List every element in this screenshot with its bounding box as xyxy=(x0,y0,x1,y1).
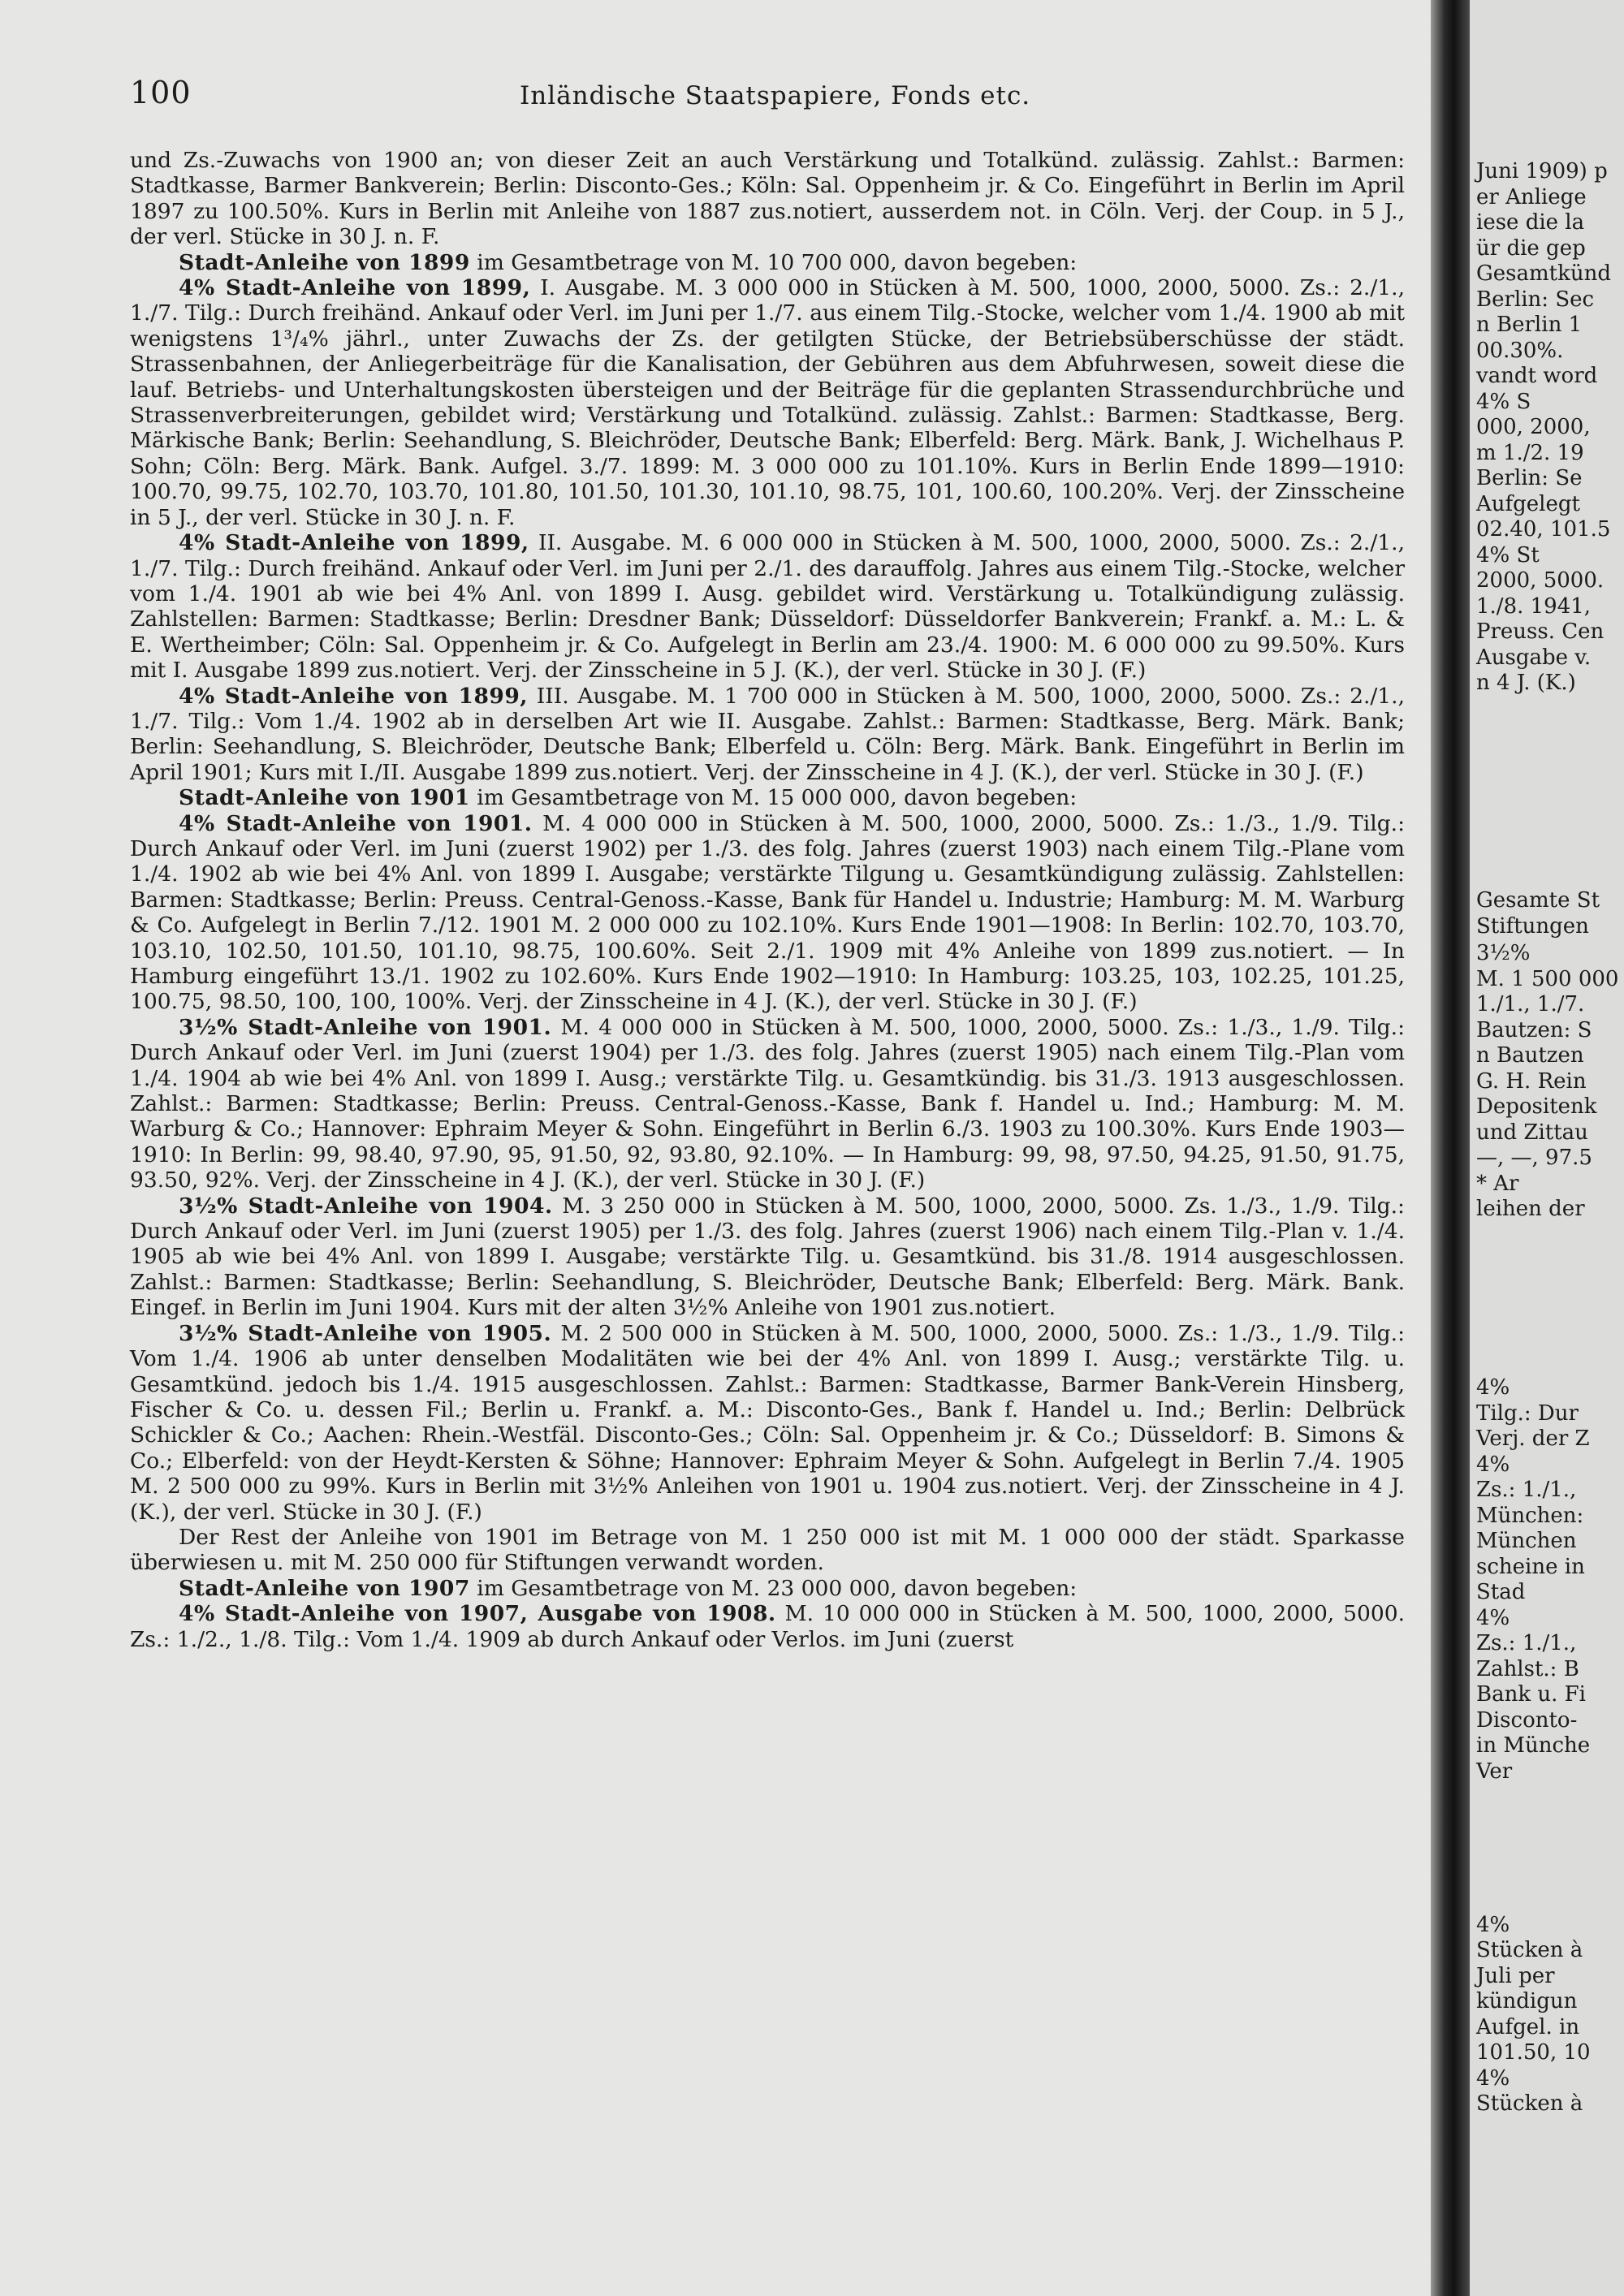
facing-page-line: 4% xyxy=(1476,2066,1510,2091)
entry-text: II. Ausgabe. M. 6 000 000 in Stücken à M. 500, 1000, 2000, 5000. Zs.: 2./1., 1./7. Tilg.: Durch freihänd. Ankauf oder Verl. im Juni per 2./1. des darauffolg. Jahres aus einem Tilg.-Stocke, welcher vom 1./4. 1901 ab wie bei 4% Anl. von 1899 I. Ausg. gebildet wird. Verstärkung u. Totalkündigung zulässig. Zahlstellen: Barmen: Stadtkasse; Berlin: Dresdner Bank; Düsseldorf: Düsseldorfer Bankverein; Frankf. a. M.: L. & E. Wertheimber; Cöln: Sal. Oppenheim jr. & Co. Aufgelegt in Berlin am 23./4. 1900: M. 6 000 000 zu 99.50%. Kurs mit I. Ausgabe 1899 zus.notiert. Verj. der Zinsscheine in 5 J. (K.), der verl. Stücke in 30 J. (F.) xyxy=(130,530,1405,684)
paragraph xyxy=(130,250,1405,275)
paragraph xyxy=(130,1015,1405,1193)
entry-heading: Stadt-Anleihe von 1907 xyxy=(179,1575,470,1601)
entry-text: III. Ausgabe. M. 1 700 000 in Stücken à M. 500, 1000, 2000, 5000. Zs.: 2./1., 1./7. Tilg.: Vom 1./4. 1902 ab in derselben Art wie II. Ausgabe. Zahlst.: Barmen: Stadtkasse, Berg. Märk. Bank; Berlin: Seehandlung, S. Bleichröder, Deutsche Bank; Elberfeld u. Cöln: Berg. Märk. Bank. Eingeführt in Berlin im April 1901; Kurs mit I./II. Ausgabe 1899 zus.notiert. Verj. der Zinsscheine in 4 J. (K.), der verl. Stücke in 30 J. (F.) xyxy=(130,683,1405,785)
entry-heading: 3½% Stadt-Anleihe von 1901. xyxy=(179,1014,552,1040)
facing-page-line: und Zittau xyxy=(1476,1120,1588,1145)
page-header xyxy=(130,75,1413,123)
facing-page-line: scheine in xyxy=(1476,1555,1585,1579)
facing-page-line: Berlin: Se xyxy=(1476,466,1583,490)
paragraph xyxy=(130,1601,1405,1652)
entry-text: M. 2 500 000 in Stücken à M. 500, 1000, 2000, 5000. Zs.: 1./3., 1./9. Tilg.: Vom 1./4. 1906 ab unter denselben Modalitäten wie bei der 4% Anl. von 1899 I. Ausg.; verstärkte Tilg. u. Gesamtkünd. jedoch bis 1./4. 1915 ausgeschlossen. Zahlst.: Barmen: Stadtkasse, Barmer Bank-Verein Hinsberg, Fischer & Co. u. dessen Fil.; Berlin u. Frankf. a. M.: Disconto-Ges., Bank f. Handel u. Ind.; Berlin: Delbrück Schickler & Co.; Aachen: Rhein.-Westfäl. Disconto-Ges.; Cöln: Sal. Oppenheim jr. & Co.; Düsseldorf: B. Simons & Co.; Elberfeld: von der Heydt-Kersten & Söhne; Hannover: Ephraim Meyer & Sohn. Aufgelegt in Berlin 7./4. 1905 M. 2 500 000 zu 99%. Kurs in Berlin mit 3½% Anleihen von 1901 u. 1904 zus.notiert. Verj. der Zinsscheine in 4 J. (K.), der verl. Stücke in 30 J. (F.) xyxy=(130,1320,1405,1525)
facing-page-line: Aufgelegt xyxy=(1476,492,1580,516)
entry-text: M. 4 000 000 in Stücken à M. 500, 1000, 2000, 5000. Zs.: 1./3., 1./9. Tilg.: Durch Ankauf oder Verl. im Juni (zuerst 1904) per 1./3. des folg. Jahres (zuerst 1905) nach einem Tilg.-Plan vom 1./4. 1904 ab wie bei 4% Anl. von 1899 I. Ausg.; verstärkte Tilg. u. Gesamtkündig. bis 31./3. 1913 ausgeschlossen. Zahlst.: Barmen: Stadtkasse; Berlin: Preuss. Central-Genoss.-Kasse, Bank f. Handel u. Ind.; Hamburg: M. M. Warburg & Co.; Hannover: Ephraim Meyer & Sohn. Eingeführt in Berlin 6./3. 1903 zu 100.30%. Kurs Ende 1903—1910: In Berlin: 99, 98.40, 97.90, 95, 91.50, 92, 93.80, 92.10%. — In Hamburg: 99, 98, 97.50, 94.25, 91.50, 91.75, 93.50, 92%. Verj. der Zinsscheine in 4 J. (K.), der verl. Stücke in 30 J. (F.) xyxy=(130,1014,1405,1193)
facing-page-line: n Bautzen xyxy=(1476,1043,1584,1068)
book-gutter xyxy=(1431,0,1470,2296)
facing-page-line: 4% xyxy=(1476,1375,1510,1400)
facing-page-line: leihen der xyxy=(1476,1197,1585,1221)
facing-page-line: 4% xyxy=(1476,1452,1510,1477)
paragraph xyxy=(130,1576,1405,1601)
paragraph xyxy=(130,1193,1405,1321)
facing-page-line: m 1./2. 19 xyxy=(1476,441,1584,465)
facing-page-line: Bank u. Fi xyxy=(1476,1682,1587,1707)
paragraph xyxy=(130,148,1405,250)
facing-page-line: München: xyxy=(1476,1504,1584,1528)
facing-page-line: 02.40, 101.5 xyxy=(1476,517,1611,542)
entry-heading: 4% Stadt-Anleihe von 1907, Ausgabe von 1908. xyxy=(179,1601,776,1627)
facing-page-line: 2000, 5000. xyxy=(1476,568,1605,593)
paragraph xyxy=(130,1525,1405,1576)
adjacent-page-fragment xyxy=(1470,0,1624,2296)
body-text xyxy=(130,148,1405,2275)
facing-page-line: 4% S xyxy=(1476,390,1531,414)
facing-page-line: 4% xyxy=(1476,1606,1510,1630)
facing-page-line: Aufgel. in xyxy=(1476,2015,1580,2039)
entry-heading: 3½% Stadt-Anleihe von 1904. xyxy=(179,1193,553,1219)
facing-page-line: 000, 2000, xyxy=(1476,415,1591,439)
facing-page-line: vandt word xyxy=(1476,364,1598,388)
facing-page-line: M. 1 500 000 xyxy=(1476,967,1619,991)
entry-text: I. Ausgabe. M. 3 000 000 in Stücken à M. 500, 1000, 2000, 5000. Zs.: 2./1., 1./7. Tilg.: Durch freihänd. Ankauf oder Verl. im Juni per 1./7. aus einem Tilg.-Stocke, welcher vom 1./4. 1900 ab mit wenigstens 1³/₄% jährl., unter Zuwachs der Zs. der getilgten Stücke, der Betriebsüberschüsse der städt. Strassenbahnen, der Anliegerbeiträge für die Kanalisation, der Gebühren aus dem Abfuhrwesen, soweit diese die lauf. Betriebs- und Unterhaltungskosten übersteigen und der Beiträge für die geplanten Strassendurchbrüche und Strassenverbreiterungen, gebildet wird; Verstärkung und Totalkünd. zulässig. Zahlst.: Barmen: Stadtkasse, Berg. Märkische Bank; Berlin: Seehandlung, S. Bleichröder, Deutsche Bank; Elberfeld: Berg. Märk. Bank, J. Wichelhaus P. Sohn; Cöln: Berg. Märk. Bank. Aufgel. 3./7. 1899: M. 3 000 000 zu 101.10%. Kurs in Berlin Ende 1899—1910: 100.70, 99.75, 102.70, 103.70, 101.80, 101.50, 101.30, 101.10, 98.75, 101, 100.60, 100.20%. Verj. der Zinsscheine in 5 J., der verl. Stücke in 30 J. n. F. xyxy=(130,275,1405,530)
entry-heading: Stadt-Anleihe von 1899 xyxy=(179,249,470,275)
facing-page-line: Tilg.: Dur xyxy=(1476,1401,1579,1426)
facing-page-line: * Ar xyxy=(1476,1172,1519,1196)
facing-page-line: Stücken à xyxy=(1476,2091,1583,2116)
facing-page-line: Juni 1909) p xyxy=(1476,159,1608,183)
entry-text: M. 3 250 000 in Stücken à M. 500, 1000, 2000, 5000. Zs. 1./3., 1./9. Tilg.: Durch Ankauf oder Verl. im Juni (zuerst 1905) per 1./3. des folg. Jahres (zuerst 1906) nach einem Tilg.-Plan v. 1./4. 1905 ab wie bei 4% Anl. von 1899 I. Ausgabe; verstärkte Tilg. u. Gesamtkünd. bis 31./8. 1914 ausgeschlossen. Zahlst.: Barmen: Stadtkasse; Berlin: Seehandlung, S. Bleichröder, Deutsche Bank; Elberfeld: Berg. Märk. Bank. Eingef. in Berlin im Juni 1904. Kurs mit der alten 3½% Anleihe von 1901 zus.notiert. xyxy=(130,1193,1405,1321)
facing-page-line: iese die la xyxy=(1476,210,1585,235)
facing-page-line: Stad xyxy=(1476,1580,1526,1604)
paragraph xyxy=(130,1321,1405,1525)
facing-page-line: Preuss. Cen xyxy=(1476,619,1605,644)
entry-heading: 4% Stadt-Anleihe von 1899, xyxy=(179,530,529,556)
facing-page-line: Juli per xyxy=(1476,1964,1555,1988)
entry-text: Der Rest der Anleihe von 1901 im Betrage von M. 1 250 000 ist mit M. 1 000 000 der städt. Sparkasse überwiesen u. mit M. 250 000 für Stiftungen verwandt worden. xyxy=(130,1524,1405,1576)
entry-text: im Gesamtbetrage von M. 15 000 000, davon begeben: xyxy=(469,785,1078,811)
facing-page-line: Zs.: 1./1., xyxy=(1476,1631,1577,1655)
facing-page-line: Stiftungen xyxy=(1476,914,1589,939)
facing-page-line: Ausgabe v. xyxy=(1476,645,1592,670)
facing-page-line: 1./8. 1941, xyxy=(1476,594,1592,619)
entry-text: M. 4 000 000 in Stücken à M. 500, 1000, 2000, 5000. Zs.: 1./3., 1./9. Tilg.: Durch Ankauf oder Verl. im Juni (zuerst 1902) per 1./3. des folg. Jahres (zuerst 1903) nach einem Tilg.-Plane vom 1./4. 1902 ab wie bei 4% Anl. von 1899 I. Ausgabe; verstärkte Tilgung u. Gesamtkündigung zulässig. Zahlstellen: Barmen: Stadtkasse; Berlin: Preuss. Central-Genoss.-Kasse, Bank für Handel u. Industrie; Hamburg: M. M. Warburg & Co. Aufgelegt in Berlin 7./12. 1901 M. 2 000 000 zu 102.10%. Kurs Ende 1901—1908: In Berlin: 102.70, 103.70, 103.10, 102.50, 101.50, 101.10, 98.75, 100.60%. Seit 2./1. 1909 mit 4% Anleihe von 1899 zus.notiert. — In Hamburg eingeführt 13./1. 1902 zu 102.60%. Kurs Ende 1902—1910: In Hamburg: 103.25, 103, 102.25, 101.25, 100.75, 98.50, 100, 100, 100%. Verj. der Zinsscheine in 4 J. (K.), der verl. Stücke in 30 J. (F.) xyxy=(130,810,1406,1015)
entry-heading: Stadt-Anleihe von 1901 xyxy=(179,785,470,811)
page-number: 100 xyxy=(130,75,192,110)
paragraph xyxy=(130,785,1405,810)
paragraph xyxy=(130,275,1405,530)
entry-heading: 4% Stadt-Anleihe von 1899, xyxy=(179,683,528,709)
entry-heading: 3½% Stadt-Anleihe von 1905. xyxy=(179,1320,552,1346)
facing-page-line: Ver xyxy=(1476,1759,1513,1784)
entry-text: im Gesamtbetrage von M. 23 000 000, davon begeben: xyxy=(469,1575,1078,1601)
facing-page-line: 00.30%. xyxy=(1476,339,1564,363)
facing-page-line: 4% xyxy=(1476,1913,1510,1937)
entry-text: im Gesamtbetrage von M. 10 700 000, davon begeben: xyxy=(469,249,1078,275)
facing-page-line: 1./1., 1./7. xyxy=(1476,992,1585,1016)
facing-page-line: Berlin: Sec xyxy=(1476,287,1595,312)
facing-page-line: G. H. Rein xyxy=(1476,1069,1587,1094)
facing-page-line: —, —, 97.5 xyxy=(1476,1146,1592,1170)
entry-text: und Zs.-Zuwachs von 1900 an; von dieser Zeit an auch Verstärkung und Totalkünd. zulässig. Zahlst.: Barmen: Stadtkasse, Barmer Bankverein; Berlin: Disconto-Ges.; Köln: Sal. Oppenheim jr. & Co. Eingeführt in Berlin im April 1897 zu 100.50%. Kurs in Berlin mit Anleihe von 1887 zus.notiert, ausserdem not. in Cöln. Verj. der Coup. in 5 J., der verl. Stücke in 30 J. n. F. xyxy=(130,148,1405,250)
entry-heading: 4% Stadt-Anleihe von 1901. xyxy=(179,810,533,836)
facing-page-line: kündigun xyxy=(1476,1989,1578,2013)
facing-page-line: Gesamte St xyxy=(1476,888,1600,913)
facing-page-line: in Münche xyxy=(1476,1733,1591,1758)
facing-page-line: Verj. der Z xyxy=(1476,1426,1590,1451)
facing-page-line: Bautzen: S xyxy=(1476,1018,1592,1042)
paragraph xyxy=(130,684,1405,786)
facing-page-line: Stücken à xyxy=(1476,1938,1583,1962)
facing-page-line: München xyxy=(1476,1529,1577,1553)
facing-page-line: er Anliege xyxy=(1476,185,1587,209)
paragraph xyxy=(130,811,1405,1015)
facing-page-line: 4% St xyxy=(1476,543,1540,568)
entry-text: M. 10 000 000 in Stücken à M. 500, 1000, 2000, 5000. Zs.: 1./2., 1./8. Tilg.: Vom 1./4. 1909 ab durch Ankauf oder Verlos. im Juni (zuerst xyxy=(130,1601,1405,1652)
entry-heading: 4% Stadt-Anleihe von 1899, xyxy=(179,275,531,301)
facing-page-line: Gesamtkünd xyxy=(1476,261,1611,286)
facing-page-line: Zahlst.: B xyxy=(1476,1657,1579,1681)
paragraph xyxy=(130,530,1405,683)
facing-page-line: Depositenk xyxy=(1476,1094,1597,1119)
facing-page-line: Disconto- xyxy=(1476,1708,1578,1733)
facing-page-line: 101.50, 10 xyxy=(1476,2040,1591,2065)
facing-page-line: Zs.: 1./1., xyxy=(1476,1478,1577,1502)
facing-page-line: 3½% xyxy=(1476,941,1531,965)
facing-page-line: n Berlin 1 xyxy=(1476,313,1583,337)
facing-page-line: ür die gep xyxy=(1476,236,1586,261)
running-title: Inländische Staatspapiere, Fonds etc. xyxy=(520,81,1031,110)
facing-page-line: n 4 J. (K.) xyxy=(1476,671,1576,695)
